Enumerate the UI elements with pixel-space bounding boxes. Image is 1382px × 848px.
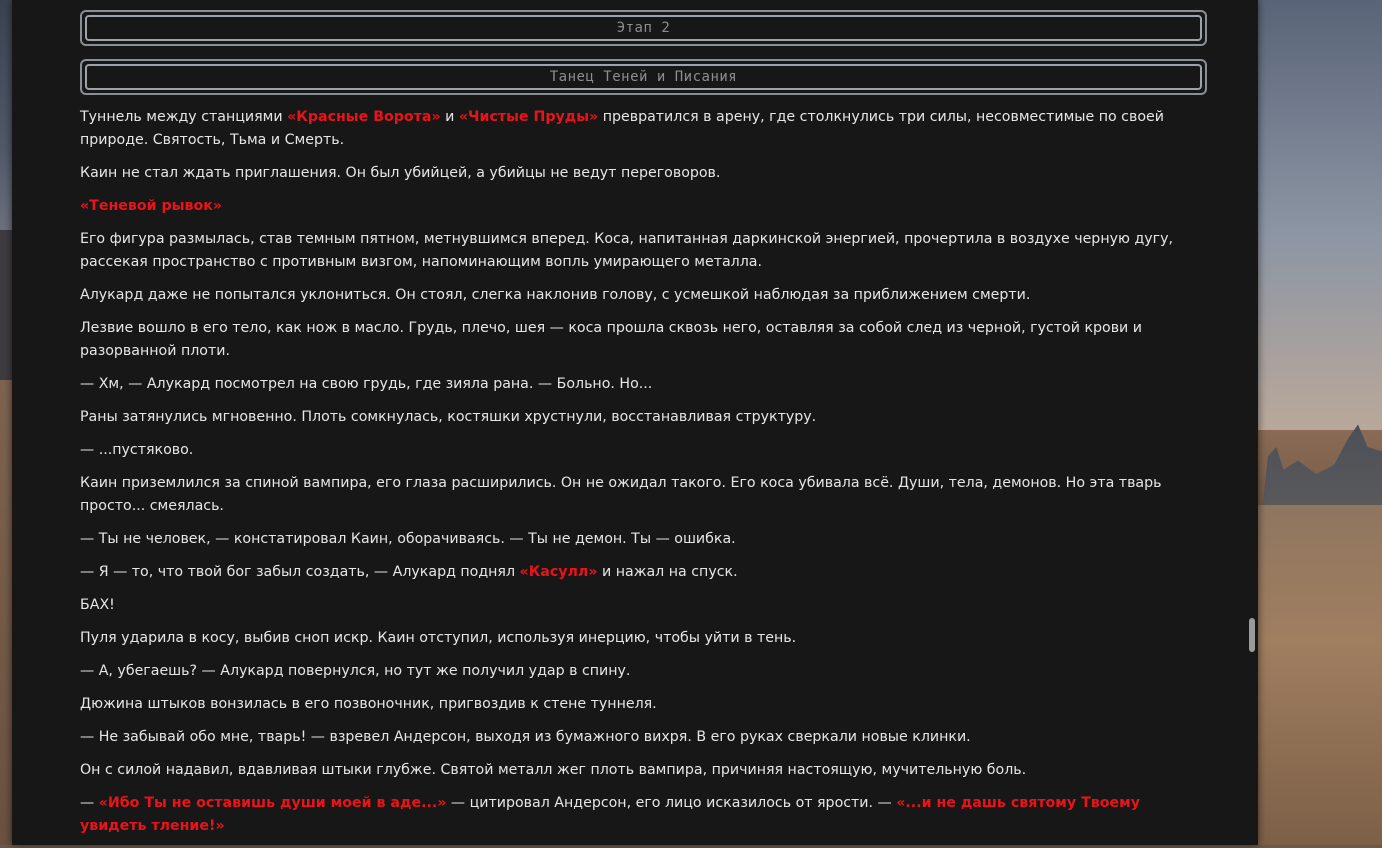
story-paragraph [80, 373, 1210, 396]
paragraph-text: Алукард даже не попытался уклониться. Он стоял, слегка наклонив голову, с усмешкой наблюдая за приближением смерти. [80, 287, 1031, 303]
story-paragraph [80, 228, 1210, 274]
highlighted-phrase: «...и не дашь святому Твоему увидеть тление!» [80, 795, 1140, 834]
story-paragraph [80, 317, 1210, 363]
paragraph-text: — Я — то, что твой бог забыл создать, — Алукард поднял [80, 564, 520, 580]
paragraph-text: превратился в арену, где столкнулись три силы, несовместимые по своей природе. Святость, Тьма и Смерть. [80, 109, 1164, 148]
chapter-text [80, 106, 1210, 848]
story-paragraph [80, 528, 1210, 551]
background-desert-ground [1258, 505, 1382, 845]
paragraph-text: БАХ! [80, 597, 115, 613]
highlighted-phrase: «Теневой рывок» [80, 198, 222, 214]
stage-number-frame [85, 15, 1202, 41]
paragraph-text: и [440, 109, 459, 125]
paragraph-text: Каин не стал ждать приглашения. Он был убийцей, а убийцы не ведут переговоров. [80, 165, 721, 181]
background-desert-ground-left [0, 380, 12, 845]
paragraph-text: Каин приземлился за спиной вампира, его глаза расширились. Он не ожидал такого. Его коса убивала всё. Души, тела, демонов. Но эта тварь просто... смеялась. [80, 475, 1162, 514]
stage-number-label: Этап 2 [616, 20, 671, 36]
story-paragraph [80, 162, 1210, 185]
scrollbar-thumb[interactable] [1249, 618, 1255, 652]
highlighted-phrase: «Чистые Пруды» [458, 109, 599, 125]
story-paragraph [80, 594, 1210, 617]
story-paragraph [80, 759, 1210, 782]
stage-number-header [80, 10, 1207, 46]
story-paragraph [80, 284, 1210, 307]
story-paragraph [80, 561, 1210, 584]
paragraph-text: — ...пустяково. [80, 442, 194, 458]
highlighted-phrase: «Ибо Ты не оставишь души моей в аде...» [98, 795, 447, 811]
highlighted-phrase: «Красные Ворота» [287, 109, 441, 125]
paragraph-text: Лезвие вошло в его тело, как нож в масло. Грудь, плечо, шея — коса прошла сквозь него, оставляя за собой след из черной, густой крови и разорванной плоти. [80, 320, 1143, 359]
story-paragraph [80, 693, 1210, 716]
story-paragraph [80, 627, 1210, 650]
background-sky [1258, 0, 1382, 430]
story-paragraph [80, 406, 1210, 429]
paragraph-text: и нажал на спуск. [597, 564, 738, 580]
paragraph-text: Пуля ударила в косу, выбив сноп искр. Каин отступил, используя инерцию, чтобы уйти в тень. [80, 630, 797, 646]
background-mountain [0, 230, 12, 380]
paragraph-text: — Не забывай обо мне, тварь! — взревел Андерсон, выходя из бумажного вихря. В его руках сверкали новые клинки. [80, 729, 971, 745]
story-paragraph [80, 195, 1210, 218]
paragraph-text: — Хм, — Алукард посмотрел на свою грудь, где зияла рана. — Больно. Но... [80, 376, 653, 392]
paragraph-text: — А, убегаешь? — Алукард повернулся, но тут же получил удар в спину. [80, 663, 631, 679]
stage-title-header [80, 59, 1207, 95]
stage-title-frame [85, 64, 1202, 90]
story-paragraph [80, 660, 1210, 683]
paragraph-text: Дюжина штыков вонзилась в его позвоночник, пригвоздив к стене туннеля. [80, 696, 657, 712]
story-paragraph [80, 106, 1210, 152]
highlighted-phrase: «Касулл» [519, 564, 598, 580]
paragraph-text: Он с силой надавил, вдавливая штыки глубже. Святой металл жег плоть вампира, причиняя настоящую, мучительную боль. [80, 762, 1027, 778]
paragraph-text: Раны затянулись мгновенно. Плоть сомкнулась, костяшки хрустнули, восстанавливая структуру. [80, 409, 817, 425]
stage-title-label: Танец Теней и Писания [549, 69, 738, 85]
story-paragraph [80, 792, 1210, 838]
story-paragraph [80, 472, 1210, 518]
paragraph-text: Туннель между станциями [80, 109, 288, 125]
paragraph-text: Его фигура размылась, став темным пятном, метнувшимся вперед. Коса, напитанная даркинской энергией, прочертила в воздухе черную дугу, рассекая пространство с противным визгом, напоминающим вопль умирающего металла. [80, 231, 1174, 270]
background-rock-formation [1262, 420, 1382, 510]
paragraph-text: — цитировал Андерсон, его лицо исказилось от ярости. — [446, 795, 897, 811]
story-paragraph [80, 726, 1210, 749]
paragraph-text: — [80, 795, 99, 811]
story-paragraph [80, 439, 1210, 462]
paragraph-text: — Ты не человек, — констатировал Каин, оборачиваясь. — Ты не демон. Ты — ошибка. [80, 531, 736, 547]
